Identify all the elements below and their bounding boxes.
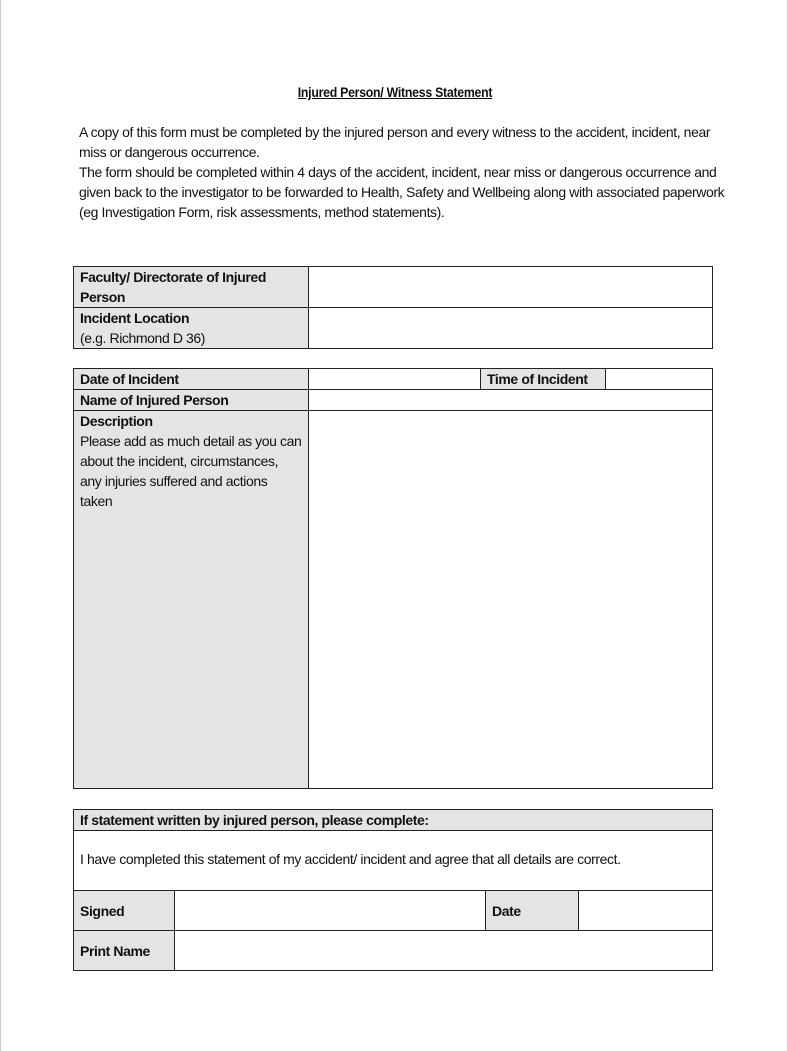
intro-paragraph-2: The form should be completed within 4 days of the accident, incident, near miss or dangerous occurrence and given back to the investigator to be forwarded to Health, Safety and Wellbeing along with associated paperwork (eg Investigation Form, risk assessments, method statements). — [79, 164, 725, 220]
injured-person-name-field[interactable] — [309, 390, 713, 411]
form-title: Injured Person/ Witness Statement — [297, 84, 493, 100]
date-of-incident-field[interactable] — [309, 369, 481, 390]
description-label: Description — [80, 413, 153, 429]
intro-paragraph-1: A copy of this form must be completed by the injured person and every witness to the accident, incident, near miss or dangerous occurrence. — [79, 124, 711, 160]
location-label-cell — [74, 308, 309, 349]
signed-label: Signed — [74, 891, 175, 931]
location-table — [73, 266, 713, 349]
declaration-header: If statement written by injured person, please complete: — [74, 810, 713, 831]
location-field[interactable] — [309, 308, 713, 349]
faculty-field[interactable] — [309, 267, 713, 308]
description-label-cell — [74, 411, 309, 789]
declaration-text: I have completed this statement of my accident/ incident and agree that all details are correct. — [74, 831, 713, 891]
print-name-label: Print Name — [74, 931, 175, 971]
injured-person-name-label: Name of Injured Person — [74, 390, 309, 411]
date-label: Date — [486, 891, 579, 931]
description-hint: Please add as much detail as you can about the incident, circumstances, any injuries suffered and actions taken — [80, 433, 302, 509]
date-field[interactable] — [579, 891, 713, 931]
intro-text — [79, 122, 729, 222]
declaration-table — [73, 809, 713, 971]
signed-field[interactable] — [175, 891, 486, 931]
incident-table — [73, 368, 713, 789]
date-of-incident-label: Date of Incident — [74, 369, 309, 390]
print-name-field[interactable] — [175, 931, 713, 971]
time-of-incident-label: Time of Incident — [481, 369, 606, 390]
description-field[interactable] — [309, 411, 713, 789]
faculty-label: Faculty/ Directorate of Injured Person — [74, 267, 309, 308]
time-of-incident-field[interactable] — [606, 369, 713, 390]
location-label: Incident Location — [80, 310, 190, 326]
location-hint: (e.g. Richmond D 36) — [80, 330, 206, 346]
